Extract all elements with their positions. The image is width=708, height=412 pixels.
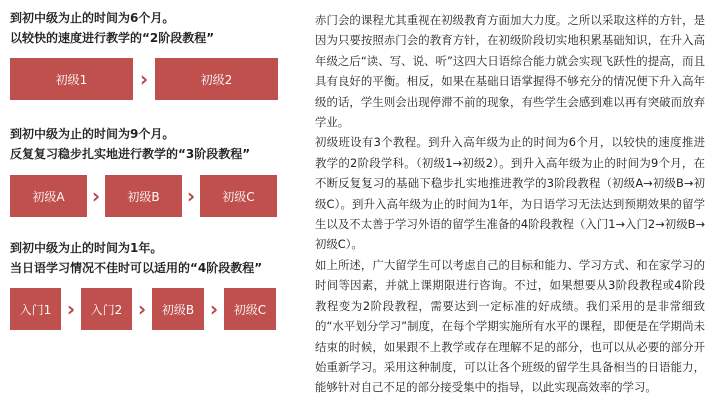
description-paragraph-2: 初级班设有3个教程。到升入高年级为止的时间为6个月，以较快的速度推进教学的2阶段学科。（初级1→初级2）。到升入高年级为止的时间为9个月，在不断反复复习的基础下稳步扎实地推进教学的3阶段教程（初级A→初级B→初级C）。到升入高年级为止的时间为1年，为日语学习无法达到预期效果的留学生以及不太善于学习外语的留学生准备的4阶段教程（入门1→入门2→初级B→初级C）。 — [315, 135, 705, 252]
course-4-stage — [10, 238, 280, 330]
course-2-stage-flow — [10, 58, 300, 100]
arrow-right-icon: › — [91, 184, 101, 208]
step-beginner-1: 初级1 — [10, 58, 133, 100]
step-intro-2: 入门2 — [81, 288, 132, 330]
arrow-right-icon: › — [66, 297, 76, 321]
course-3-stage-duration: 到初中级为止的时间为9个月。 — [10, 127, 175, 141]
step-beginner-c-4: 初级C — [224, 288, 276, 330]
arrow-right-icon: › — [139, 67, 149, 91]
course-3-stage — [10, 124, 300, 217]
step-intro-1: 入门1 — [10, 288, 61, 330]
course-3-stage-title: 反复复习稳步扎实地进行教学的“3阶段教程” — [10, 147, 251, 161]
arrow-right-icon: › — [137, 297, 147, 321]
course-description — [315, 10, 705, 398]
step-beginner-a: 初级A — [10, 175, 87, 217]
step-beginner-2: 初级2 — [155, 58, 278, 100]
arrow-right-icon: › — [209, 297, 219, 321]
step-beginner-c: 初级C — [200, 175, 277, 217]
course-4-stage-flow — [10, 288, 280, 330]
description-paragraph-3: 如上所述，广大留学生可以考虑自己的目标和能力、学习方式、和在家学习的时间等因素，并就上课期限进行咨询。不过，如果想要从3阶段教程或4阶段教程变为2阶段教程，需要达到一定标准的好成绩。我们采用的是非常细致的“水平划分学习”制度，在每个学期实施所有水平的课程，即便是在学期尚未结束的时候，如果跟不上教学或存在理解不足的部分，也可以从必要的部分开始重新学习。采用这种制度，可以让各个班级的留学生具备相当的日语能力，能够针对自己不足的部分接受集中的指导，以此实现高效率的学习。 — [315, 257, 705, 395]
course-4-stage-duration: 到初中级为止的时间为1年。 — [10, 241, 163, 255]
course-2-stage-title: 以较快的速度进行教学的“2阶段教程” — [10, 31, 215, 45]
arrow-right-icon: › — [186, 184, 196, 208]
course-3-stage-flow — [10, 175, 300, 217]
course-4-stage-title: 当日语学习情况不佳时可以适用的“4阶段教程” — [10, 261, 263, 275]
step-beginner-b-4: 初级B — [152, 288, 204, 330]
course-2-stage-duration: 到初中级为止的时间为6个月。 — [10, 11, 175, 25]
description-paragraph-1: 赤门会的课程尤其重视在初级教育方面加大力度。之所以采取这样的方针，是因为只要按照赤门会的教育方针，在初级阶段切实地积累基础知识，在升入高年级之后“读、写、说、听”这四大日语综合能力就会实现飞跃性的提高，而且具有良好的平衡。相反，如果在基础日语掌握得不够充分的情况便下升入高年级的话，学生则会出现停滞不前的现象，有些学生会感到难以再有突破而放弃学业。 — [315, 13, 705, 130]
course-2-stage — [10, 8, 300, 100]
step-beginner-b: 初级B — [105, 175, 182, 217]
